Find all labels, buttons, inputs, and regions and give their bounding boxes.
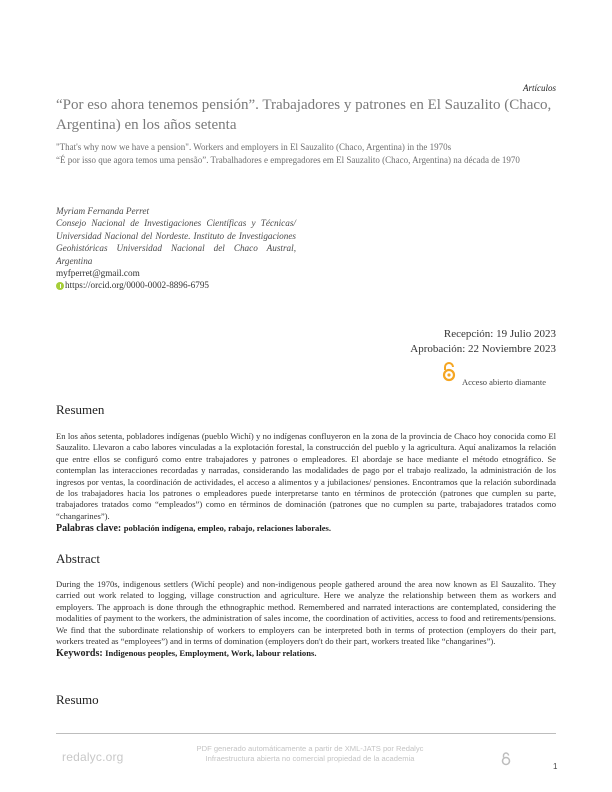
approved-date: Aprobación: 22 Noviembre 2023 (410, 343, 556, 355)
alternate-titles (56, 141, 556, 166)
orcid-icon (56, 282, 64, 290)
author-name: Myriam Fernanda Perret (56, 206, 150, 216)
resumen-section (56, 431, 556, 535)
received-date: Recepción: 19 Julio 2023 (443, 328, 556, 340)
keywords-values-en: Indigenous peoples, Employment, Work, labour relations. (105, 648, 317, 659)
section-label: Artículos (523, 83, 556, 93)
keywords-label: Palabras clave: (56, 523, 122, 535)
resumen-heading: Resumen (56, 402, 105, 417)
footer-line-2: Infraestructura abierta no comercial propiedad de la academia (205, 753, 415, 763)
title-english: "That's why now we have a pension". Workers and employers in El Sauzalito (Chaco, Argentina) in the 1970s (56, 142, 452, 152)
page-number: 1 (553, 762, 558, 771)
footer-open-access-icon (500, 752, 512, 766)
redalyc-logo: redalyc.org (62, 750, 124, 764)
keywords (56, 648, 556, 659)
keywords-values: población indígena, empleo, rabajo, relaciones laborales. (123, 523, 332, 534)
abstract-heading: Abstract (56, 551, 101, 566)
footer-line-1: PDF generado automáticamente a partir de XML-JATS por Redalyc (196, 744, 424, 753)
author-email[interactable]: myfperret@gmail.com (56, 268, 140, 279)
resumo-heading: Resumo (56, 692, 99, 707)
abstract-section (56, 579, 556, 660)
palabras-clave (56, 523, 556, 534)
open-access-label: Acceso abierto diamante (462, 377, 547, 387)
author-affiliation: Consejo Nacional de Investigaciones Científicas y Técnicas/ Universidad Nacional del Nordeste. Instituto de Investigaciones Geohistóricas Universidad Nacional del Chaco Austral, Argentina (56, 218, 296, 266)
resumen-text: En los años setenta, pobladores indígenas (pueblo Wichí) y no indígenas confluyeron en la zona de la provincia de Chaco hoy conocida como El Sauzalito. Llevaron a cabo labores vinculadas a la explotación forestal, la construcción del pueblo y la agricultura. Aquí analizamos la relación que entre ellos se configuró como entre trabajadores y patrones o empleadores. El abordaje se hace mediante el método etnográfico. Se contemplan las interacciones recordadas y narradas, considerando las modalidades de pago por el trabajo realizado, la administración de los ingresos por ventas, la coordinación de actividades, el acceso a alimentos y a jubilaciones/ pensiones. Encontramos que la relación subordinada de los trabajadores hacia los patrones o empleadores puede interpretarse tanto en términos de protección (patrones que cumplen su parte, trabajadores tratados como “empleados”) como en términos de dominación (patrones que no cumplen su parte, trabajadores tratados como “changarines”). (56, 431, 556, 521)
author-block (56, 205, 296, 292)
title-portuguese: “É por isso que agora temos uma pensão”. Trabalhadores e empregadores em El Sauzalito (Chaco, Argentina) na década de 1970 (56, 154, 520, 165)
footer-notice (160, 744, 460, 763)
abstract-text: During the 1970s, indigenous settlers (Wichí people) and non-indigenous people gathered around the area now known as El Sauzalito. They carried out work related to logging, village construction and agriculture. Here we analyze the relationship between them as workers and employers. The approach is done through the ethnographic method. Remembered and narrated interactions are contemplated, considering the modalities of payment to the workers, the administration of sales income, the coordination of activities, access to food and retirements/pensions. We find that the subordinate relationship of workers to employers can be interpreted both in terms of protection (employers do their part, workers treated as “employees”) and in terms of domination (employers don't do their part, workers treated like “changarines”). (56, 579, 556, 647)
orcid-url[interactable]: https://orcid.org/0000-0002-8896-6795 (65, 280, 210, 291)
keywords-label-en: Keywords: (56, 648, 103, 660)
footer-divider (56, 733, 556, 734)
dates-block (410, 327, 556, 357)
article-title: “Por eso ahora tenemos pensión”. Trabajadores y patrones en El Sauzalito (Chaco, Argentina) en los años setenta (56, 97, 552, 133)
open-access-icon (440, 362, 458, 382)
orcid-link[interactable] (56, 279, 296, 291)
